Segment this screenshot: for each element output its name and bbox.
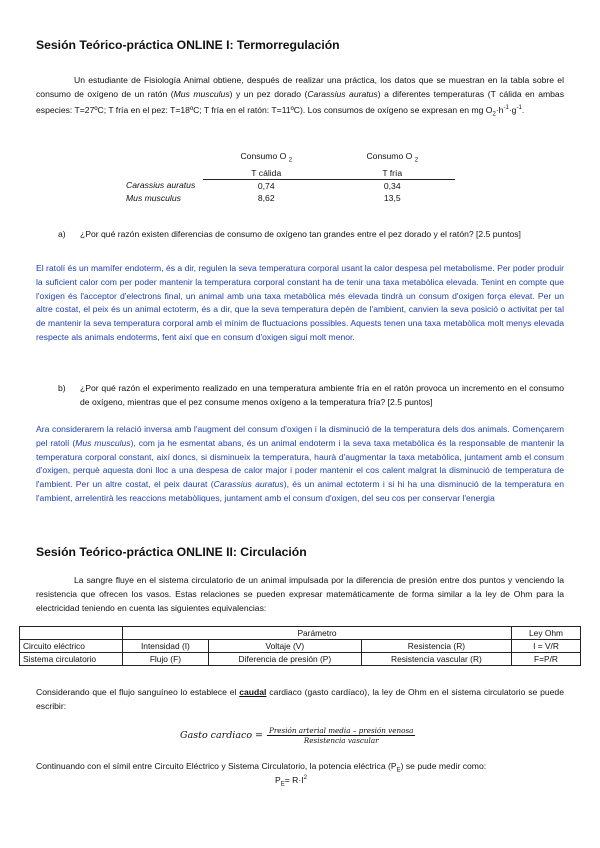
table-subheader-cold: T fría [329,167,455,180]
question-b-label: b) [58,383,66,393]
section2-para3: Continuando con el símil entre Circuito Eléctrico y Sistema Circulatorio, la potencia eléctrica $(P_E)$ se pude medir como: [36,761,487,774]
table-row [126,179,455,192]
param-cell: Diferencia de presión (P) [208,653,361,666]
system-name: Sistema circulatorio [20,653,123,666]
question-b [58,382,564,424]
param-cell: Intensidad (I) [123,640,209,653]
param-header: Parámetro [123,627,512,640]
question-a [58,228,564,256]
law-header: Ley Ohm [512,627,581,640]
formula-numerator: Presión arterial media – presión venosa [269,726,414,735]
species-name: Carassius auratus [126,180,196,191]
power-formula: $P_E= R\cdot I^2$ [275,775,307,788]
system-name: Circuito eléctrico [20,640,123,653]
question-a-label: a) [58,229,66,239]
param-cell: Resistencia (R) [361,640,511,653]
param-cell: Flujo (F) [123,653,209,666]
section1-title: Sesión Teórico-práctica ONLINE I: Termorregulación [36,38,340,52]
cardiac-output-formula [180,726,415,745]
answer-b: Ara considerarem la relació inversa amb l'augment del consum d'oxigen i la disminució de la temperatura dels dos animals. Començarem pel ratolí (Mus musculus), com ja he esmentat abans, és un animal endoterm i la seva taxa metabòlica és la responsable de mantenir la temperatura corporal constant, així doncs, si disminueix la temperatura, haurà d'augmentar la taxa metabòlica, juntament amb el consum d'oxigen, perquè aquesta doni lloc a una despesa de calor major i poder mantenir el cos calent malgrat la disminució de temperatura de l'ambient. Per un altre costat, el peix daurat (Carassius auratus), és un animal ectoterm i si hi ha una disminució de la temperatura en l'ambient, arrelentirà les reaccions metabòliques, juntament amb el consum d'oxigen, del seu cos per conservar l'energia [36,424,564,503]
formula-lhs: Gasto cardiaco = [180,730,264,741]
table-subheader-warm: T cálida [203,167,329,180]
warm-value: 0,74 [257,180,275,191]
section2-intro: La sangre fluye en el sistema circulatorio de un animal impulsada por la diferencia de presión entre dos puntos y venciendo la resistencia que ofrecen los vasos. Estas relaciones se pueden expresar matemáticamente de forma similar a la ley de Ohm para la electricidad teniendo en cuenta las siguientes equivalencias: [36,575,564,613]
section2-para2: Considerando que el flujo sanguíneo lo establece el caudal cardiaco (gasto cardíaco), la ley de Ohm en el sistema circulatorio se puede escribir: [36,687,564,711]
cold-value: 0,34 [383,180,401,191]
section1-intro: Un estudiante de Fisiología Animal obtiene, después de realizar una práctica, los datos que se muestran en la tabla sobre el consumo de oxígeno de un ratón (Mus musculus) y un pez dorado (Carassius auratus) a diferentes temperaturas (T cálida en ambas especies: T=27ºC; T fría en el pez: T=18ºC; T fría en el ratón: T=11ºC). Los consumos de oxígeno se expresan en mg $O_2\cdot h^{-1}\cdot g^{-1}$. [36,75,564,118]
formula-denominator: Resistencia vascular [303,736,379,745]
table-header-cold: Consumo O $_2$ [366,151,419,164]
question-a-text: ¿Por qué razón existen diferencias de consumo de oxígeno tan grandes entre el pez dorado y el ratón? [2.5 puntos] [80,229,521,239]
species-name: Mus musculus [126,192,181,203]
table-row [20,640,581,653]
question-b-text: ¿Por qué razón el experimento realizado en una temperatura ambiente fría en el ratón provoca un incremento en el consumo de oxígeno, mientras que el pez consume menos oxígeno a la temperatura fría? [2.5 puntos] [80,383,564,407]
answer-a: El ratolí és un mamífer endoterm, és a dir, regulen la seva temperatura corporal usant la calor despesa pel metabolisme. Per poder produir la suficient calor com per poder mantenir la temperatura corporal constant ha de tenir una taxa metabòlica elevada. Tenint en compte que l'oxigen és l'acceptor d'electrons final, un animal amb una taxa metabòlica més elevada tindrà un consum d'oxigen força elevat. Per un altre costat, el peix és un animal ectoterm, és a dir, que la seva temperatura depèn de l'ambient, canvien la seva posició o activitat per tal de mantenir la seva temperatura corporal amb el mínim de fluctuacions possibles. Aquests tenen una taxa metabòlica molt menys elevada respecte als animals endoterms, fent així que en consum d'oxigen sigui molt menor. [36,263,564,342]
param-cell: Voltaje (V) [208,640,361,653]
law-cell: I = V/R [512,640,581,653]
table-row [20,653,581,666]
warm-value: 8,62 [257,192,275,203]
cold-value: 13,5 [383,192,401,203]
section2-title: Sesión Teórico-práctica ONLINE II: Circulación [36,545,307,559]
oxygen-table [126,150,455,204]
table-header-warm: Consumo O $_2$ [240,151,293,164]
ohm-table [19,626,581,666]
law-cell: F=P/R [512,653,581,666]
table-row [126,192,455,204]
param-cell: Resistencia vascular (R) [361,653,511,666]
